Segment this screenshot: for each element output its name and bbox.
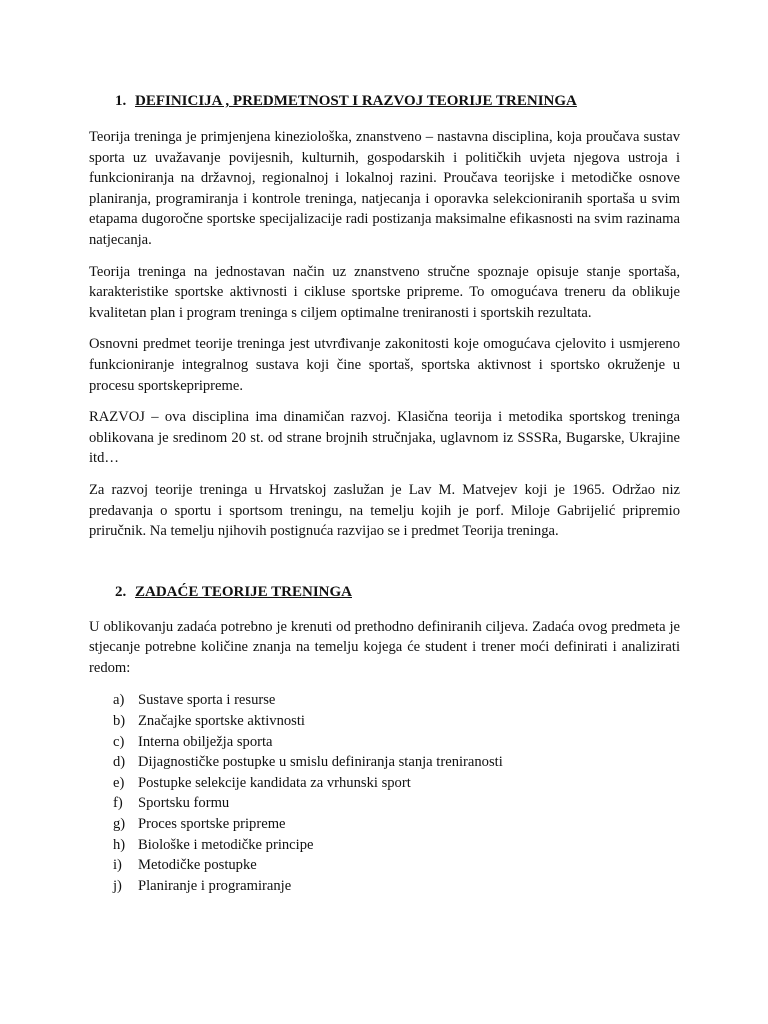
list-item-text: Planiranje i programiranje: [138, 877, 292, 894]
list-item-text: Interna obilježja sporta: [138, 733, 273, 750]
section-2-number: 2.: [115, 583, 127, 600]
list-marker: h): [113, 836, 126, 853]
section-1-title: DEFINICIJA , PREDMETNOST I RAZVOJ TEORIJE TRENINGA: [135, 93, 577, 109]
section-1-paragraph-1: Teorija treninga je primjenjena kineziološka, znanstveno – nastavna disciplina, koja proučava sustav sporta uz uvažavanje povijesnih, kulturnih, gospodarskih i političkih uvjeta njegova ustroja i funkcioniranja na državnoj, regionalnoj i lokalnoj razini. Proučava teorijske i metodičke osnove planiranja, programiranja i kontrole treninga, natjecanja i oporavka selekcioniranih sportaša u svim etapama dugoročne sportske specijalizacije radi postizanja maksimalne efikasnosti na svim razinama natjecanja.: [89, 129, 680, 248]
list-item: [113, 876, 680, 897]
list-item: [113, 732, 680, 753]
list-item: [113, 835, 680, 856]
list-item: [113, 752, 680, 773]
list-marker: e): [113, 774, 125, 791]
list-item-text: Sustave sporta i resurse: [138, 692, 276, 709]
list-marker: c): [113, 733, 125, 750]
section-2-heading: [115, 582, 680, 602]
section-1-number: 1.: [115, 93, 127, 109]
list-marker: d): [113, 754, 126, 771]
section-1-paragraph-5: Za razvoj teorije treninga u Hrvatskoj zaslužan je Lav M. Matvejev koji je 1965. Održao niz predavanja o sportu i sportsom treningu, na temelju kojih je porf. Miloje Gabrijelić pripremio priručnik. Na temelju njihovih postignuća razvijao se i predmet Teorija treninga.: [89, 481, 680, 540]
section-1-heading: [115, 91, 680, 111]
list-marker: b): [113, 713, 126, 730]
list-item: [113, 855, 680, 876]
list-item-text: Značajke sportske aktivnosti: [138, 713, 305, 730]
list-marker: i): [113, 857, 122, 874]
list-item: [113, 814, 680, 835]
list-item-text: Biološke i metodičke principe: [138, 836, 314, 853]
section-1-paragraph-4: RAZVOJ – ova disciplina ima dinamičan razvoj. Klasična teorija i metodika sportskog treninga oblikovana je sredinom 20 st. od strane brojnih stručnjaka, uglavnom iz SSSRa, Bugarske, Ukrajine itd…: [89, 409, 680, 467]
list-item: [113, 690, 680, 711]
list-item: [113, 793, 680, 814]
list-item-text: Metodičke postupke: [138, 857, 257, 874]
section-1-paragraph-3: Osnovni predmet teorije treninga jest utvrđivanje zakonitosti koje omogućava cjelovito i usmjereno funkcioniranje integralnog sustava koji čine sportaš, sportska aktivnost i sportsko okruženje u procesu sportskepripreme.: [89, 336, 680, 394]
list-marker: a): [113, 692, 125, 709]
list-item-text: Sportsku formu: [138, 795, 230, 812]
list-item-text: Postupke selekcije kandidata za vrhunski sport: [138, 774, 411, 791]
tasks-list: [89, 690, 680, 896]
section-2-title: ZADAĆE TEORIJE TRENINGA: [135, 583, 352, 600]
section-1-paragraph-2: Teorija treninga na jednostavan način uz znanstveno stručne spoznaje opisuje stanje sportaša, karakteristike sportske aktivnosti i cikluse sportske pripreme. To omogućava treneru da oblikuje kvalitetan plan i program treninga s ciljem optimalne treniranosti i sportskih rezultata.: [89, 263, 680, 321]
list-marker: g): [113, 816, 126, 833]
list-marker: j): [113, 877, 122, 894]
list-marker: f): [113, 795, 123, 812]
list-item: [113, 773, 680, 794]
list-item: [113, 711, 680, 732]
list-item-text: Dijagnostičke postupke u smislu definiranja stanja treniranosti: [138, 754, 503, 771]
section-2-intro: U oblikovanju zadaća potrebno je krenuti od prethodno definiranih ciljeva. Zadaća ovog predmeta je stjecanje potrebne količine znanja na temelju kojega će student i trener moći definirati i analizirati redom:: [89, 618, 680, 676]
list-item-text: Proces sportske pripreme: [138, 816, 286, 833]
